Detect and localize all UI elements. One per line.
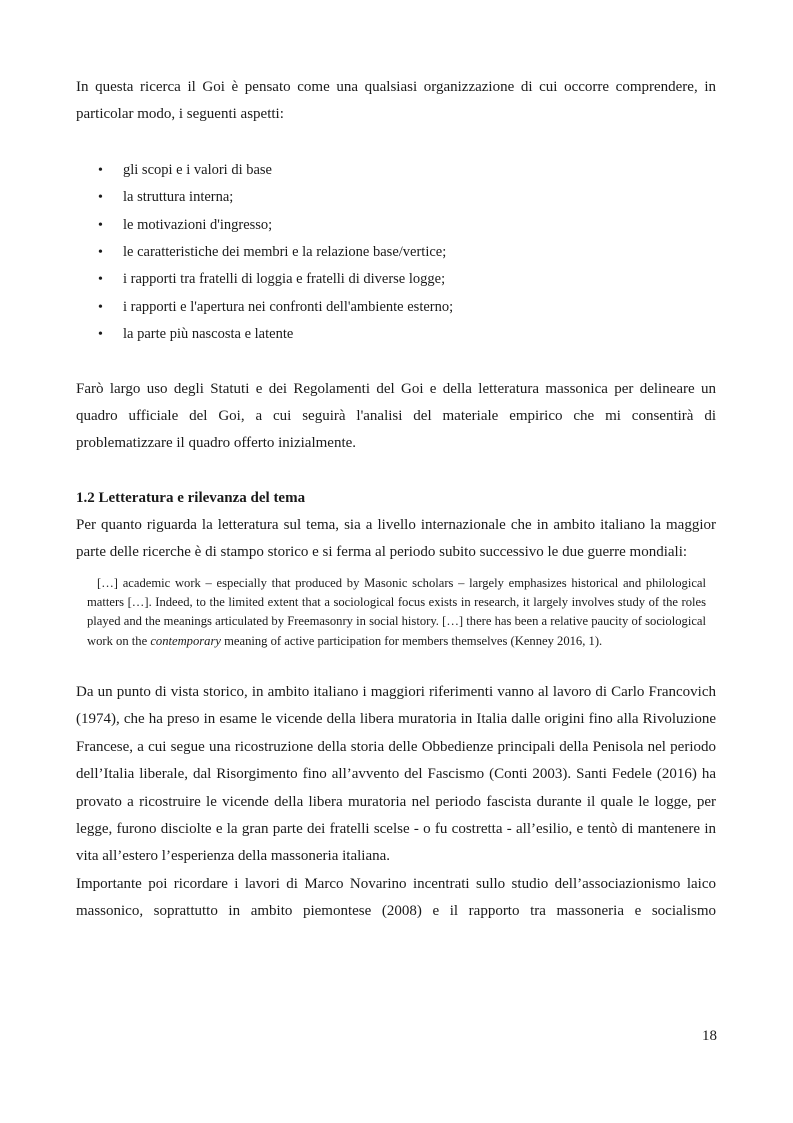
list-item: • gli scopi e i valori di base bbox=[76, 157, 716, 184]
list-item: • la parte più nascosta e latente bbox=[76, 321, 716, 348]
history-paragraph: Da un punto di vista storico, in ambito italiano i maggiori riferimenti vanno al lavoro di Carlo Francovich (1974), che ha preso in esame le vicende della libera muratoria in Italia dalle origini fino alla Rivoluzione Francese, a cui segue una ricostruzione della storia delle Obbedienze principali della Penisola nel periodo dell’Italia liberale, dal Risorgimento fino all’avvento del Fascismo (Conti 2003). Santi Fedele (2016) ha provato a ricostruire le vicende della libera muratoria nel periodo fascista durante il quale le logge, per legge, furono disciolte e la gran parte dei fratelli scelse - o fu costretta - all’esilio, e tentò di mantenere in vita all’estero l’esperienza della massoneria italiana. bbox=[76, 683, 716, 865]
list-item: • le caratteristiche dei membri e la relazione base/vertice; bbox=[76, 239, 716, 266]
bullet-icon: • bbox=[98, 299, 103, 315]
sources-paragraph: Farò largo uso degli Statuti e dei Regolamenti del Goi e della letteratura massonica per delineare un quadro ufficiale del Goi, a cui seguirà l'analisi del materiale empirico che mi consentirà di problematizzare il quadro offerto inizialmente. bbox=[76, 380, 716, 452]
list-item: • la struttura interna; bbox=[76, 184, 716, 211]
page-number: 18 bbox=[702, 1028, 717, 1044]
page-body bbox=[76, 74, 716, 926]
bullet-icon: • bbox=[98, 327, 103, 343]
section-title: 1.2 Letteratura e rilevanza del tema bbox=[76, 489, 306, 506]
list-item: • i rapporti e l'apertura nei confronti dell'ambiente esterno; bbox=[76, 294, 716, 321]
list-item: • i rapporti tra fratelli di loggia e fratelli di diverse logge; bbox=[76, 266, 716, 293]
list-item: • le motivazioni d'ingresso; bbox=[76, 212, 716, 239]
literature-paragraph: Per quanto riguarda la letteratura sul tema, sia a livello internazionale che in ambito italiano la maggior parte delle ricerche è di stampo storico e si ferma al periodo subito successivo le due guerre mondiali: bbox=[76, 516, 716, 561]
novarino-paragraph: Importante poi ricordare i lavori di Marco Novarino incentrati sullo studio dell’associazionismo laico massonico, soprattutto in ambito piemontese (2008) e il rapporto tra massoneria e socialismo bbox=[76, 875, 716, 920]
bullet-icon: • bbox=[98, 272, 103, 288]
bullet-icon: • bbox=[98, 190, 103, 206]
aspects-list bbox=[76, 157, 716, 349]
bullet-icon: • bbox=[98, 245, 103, 261]
bullet-icon: • bbox=[98, 217, 103, 233]
bullet-icon: • bbox=[98, 162, 103, 178]
block-quote: […] academic work – especially that produced by Masonic scholars – largely emphasizes historical and philological matters […]. Indeed, to the limited extent that a sociological focus exists in research, it largely involves study of the roles played and the meanings articulated by Freemasonry in social history. […] there has been a relative paucity of sociological work on the contemporary meaning of active participation for members themselves (Kenney 2016, 1). bbox=[87, 575, 706, 648]
intro-paragraph: In questa ricerca il Goi è pensato come una qualsiasi organizzazione di cui occorre comprendere, in particolar modo, i seguenti aspetti: bbox=[76, 79, 716, 123]
